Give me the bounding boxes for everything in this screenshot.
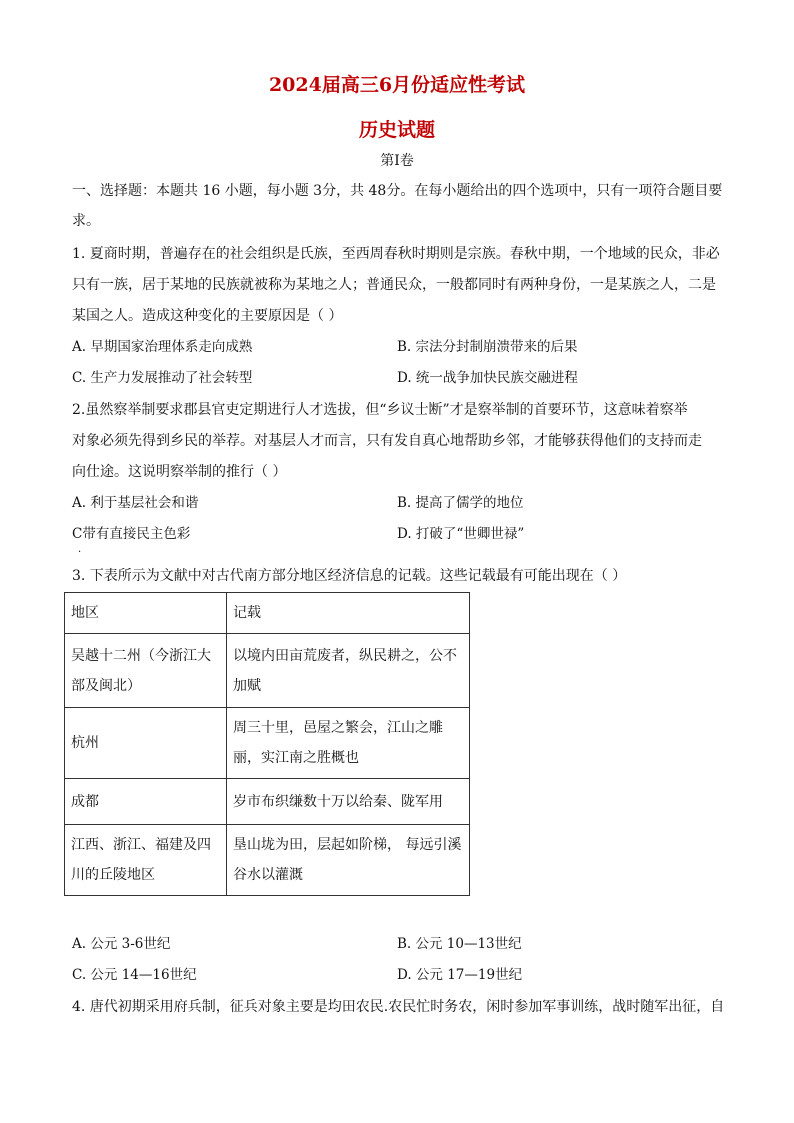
records-table [64,592,470,896]
table-row [65,825,470,896]
table-header-cell: 地区 [65,593,227,634]
q1-stem-line: 某国之人。造成这种变化的主要原因是（ ） [72,308,343,324]
q1-option-b: B. 宗法分封制崩溃带来的后果 [397,339,578,355]
table-header-cell: 记载 [227,593,470,634]
q1-option-a: A. 早期国家治理体系走向成熟 [72,339,253,355]
q2-option-d: D. 打破了“世卿世禄” [397,526,525,542]
q3-stem-line: 3. 下表所示为文献中对古代南方部分地区经济信息的记载。这些记载最有可能出现在（ ） [72,568,627,584]
table-header-row [65,593,470,634]
q2-stem-line: 2.虽然察举制要求郡县官吏定期进行人才选拔，但“乡议士断”才是察举制的首要环节，这意味着察举 [72,402,688,418]
q2-option-c: C带有直接民主色彩 [72,526,191,542]
table-row [65,634,470,708]
q2-option-b: B. 提高了儒学的地位 [397,495,524,511]
q2-stem-line: 对象必须先得到乡民的举荐。对基层人才而言，只有发自真心地帮助乡邻，才能够获得他们的支持而走 [72,433,702,449]
table-cell-record: 岁市布织缣数十万以给秦、陇军用 [227,779,470,825]
table-row [65,708,470,779]
table-cell-region: 杭州 [65,708,227,779]
q1-stem-line: 1. 夏商时期，普遍存在的社会组织是氏族，至西周春秋时期则是宗族。春秋中期，一个地域的民众，非必 [72,246,720,262]
volume-label: 第Ⅰ卷 [380,153,414,169]
section-instruction: 一、选择题：本题共 16 小题，每小题 3分，共 48分。在每小题给出的四个选项中，只有一项符合题目要 [72,183,723,199]
q3-option-b: B. 公元 10—13世纪 [397,936,522,952]
table-cell-record: 周三十里，邑屋之繁会，江山之雕丽，实江南之胜概也 [227,708,470,779]
q4-stem-line: 4. 唐代初期采用府兵制，征兵对象主要是均田农民.农民忙时务农，闲时参加军事训练，战时随军出征，自 [72,999,725,1015]
section-instruction-cont: 求。 [72,213,100,229]
exam-title: 2024届高三6月份适应性考试 [268,74,526,96]
q2-option-a: A. 利于基层社会和谐 [72,495,199,511]
stray-mark: · [78,547,82,558]
q3-option-c: C. 公元 14—16世纪 [72,967,197,983]
table-cell-region: 江西、浙江、福建及四川的丘陵地区 [65,825,227,896]
q1-option-c: C. 生产力发展推动了社会转型 [72,370,253,386]
q2-stem-line: 向仕途。这说明察举制的推行（ ） [72,464,287,480]
table-cell-region: 成都 [65,779,227,825]
q1-stem-line: 只有一族，居于某地的民族就被称为某地之人；普通民众，一般都同时有两种身份，一是某族之人，二是 [72,277,716,293]
table-cell-record: 以境内田亩荒废者，纵民耕之，公不加赋 [227,634,470,708]
subject-title: 历史试题 [358,119,435,141]
q3-option-a: A. 公元 3-6世纪 [72,936,171,952]
table-row [65,779,470,825]
table-cell-record: 垦山垅为田，层起如阶梯， 每远引溪谷水以灌溉 [227,825,470,896]
q1-option-d: D. 统一战争加快民族交融进程 [397,370,578,386]
table-cell-region: 吴越十二州（今浙江大部及闽北） [65,634,227,708]
q3-option-d: D. 公元 17—19世纪 [397,967,523,983]
